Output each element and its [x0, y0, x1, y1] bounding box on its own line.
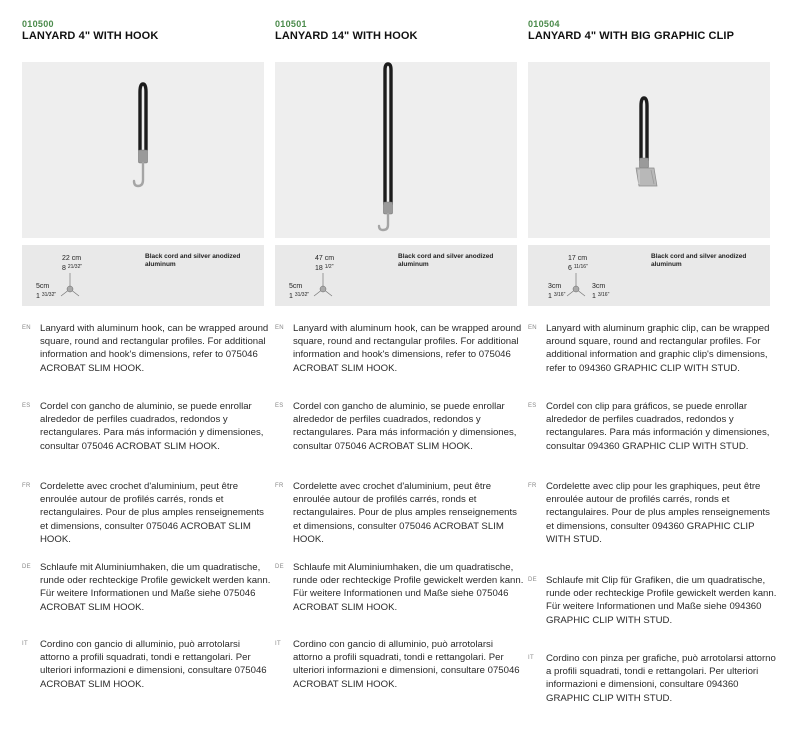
depth-in-label: 1 $^{3/16"}$ [592, 292, 610, 300]
finish-label: Black cord and silver anodized aluminum [398, 253, 494, 268]
product-photo [275, 62, 517, 238]
lang-code: IT [528, 655, 534, 661]
lang-code: EN [528, 325, 537, 331]
depth-cm-label: 3cm [592, 283, 606, 290]
width-in-label: 1 $^{31/32"}$ [36, 292, 57, 300]
lang-code: IT [275, 641, 281, 647]
finish-label: Black cord and silver anodized aluminum [145, 253, 241, 268]
height-cm-label: 47 cm [315, 255, 335, 262]
lang-code: EN [275, 325, 284, 331]
lang-code: DE [528, 577, 537, 583]
description-text: Schlaufe mit Aluminiumhaken, die um quadratische, runde oder rechteckige Profile gewickelt werden kann. Für weitere Informationen und Maße siehe 075046 ACROBAT SLIM HOOK. [293, 562, 524, 613]
description-text: Schlaufe mit Clip für Grafiken, die um quadratische, runde oder rechteckige Profile gewickelt werden kann. Für weitere Informationen und Maße siehe 094360 GRAPHIC CLIP WITH STUD. [546, 575, 777, 626]
description-text: Schlaufe mit Aluminiumhaken, die um quadratische, runde oder rechteckige Profile gewickelt werden kann. Für weitere Informationen und Maße siehe 075046 ACROBAT SLIM HOOK. [40, 562, 271, 613]
description-text: Cordelette avec crochet d'aluminium, peut être enroulée autour de profilés carrés, ronds et rectangulaires. Pour de plus amples renseignements et dimensions, consulter 075046 ACROBAT SLIM HOOK. [40, 481, 264, 545]
lang-code: DE [275, 564, 284, 570]
lang-code: FR [528, 483, 537, 489]
description-text: Cordel con gancho de aluminio, se puede enrollar alrededor de perfiles cuadrados, redondos y rectangulares. Para más información y dimensiones, consultar 075046 ACROBAT SLIM HOOK. [293, 401, 517, 452]
lang-code: EN [22, 325, 31, 331]
height-in-label: 18 $^{1/2"}$ [315, 264, 334, 272]
width-in-label: 1 $^{31/32"}$ [289, 292, 310, 300]
lang-code: ES [22, 403, 31, 409]
description-text: Cordel con gancho de aluminio, se puede enrollar alrededor de perfiles cuadrados, redondos y rectangulares. Para más información y dimensiones, consultar 075046 ACROBAT SLIM HOOK. [40, 401, 264, 452]
finish-label: Black cord and silver anodized aluminum [651, 253, 747, 268]
description-text: Cordino con gancio di alluminio, può arrotolarsi attorno a profili squadrati, tondi e rettangolari. Per ulteriori informazioni e dimensioni, consultare 075046 ACROBAT SLIM HOOK. [293, 639, 520, 690]
height-cm-label: 17 cm [568, 255, 588, 262]
description-text: Lanyard with aluminum hook, can be wrapped around square, round and rectangular profiles. For additional information and hook's dimensions, refer to 075046 ACROBAT SLIM HOOK. [40, 323, 269, 374]
width-in-label: 1 $^{3/16"}$ [548, 292, 566, 300]
height-in-label: 6 $^{11/16"}$ [568, 264, 588, 272]
product-code: 010504 [528, 19, 560, 29]
height-cm-label: 22 cm [62, 255, 82, 262]
description-text: Cordelette avec clip pour les graphiques, peut être enroulée autour de profilés carrés, ronds et rectangulaires. Pour de plus amples renseignements et dimensions, consulter 094360 GRAPHIC CLIP WITH STUD. [546, 481, 770, 545]
product-code: 010501 [275, 19, 307, 29]
lang-code: IT [22, 641, 28, 647]
dimensions-panel [528, 245, 770, 306]
product-title: LANYARD 4" WITH HOOK [22, 30, 159, 42]
width-cm-label: 3cm [548, 283, 562, 290]
lang-code: FR [275, 483, 284, 489]
height-in-label: 8 $^{21/32"}$ [62, 264, 83, 272]
lang-code: DE [22, 564, 31, 570]
product-title: LANYARD 14" WITH HOOK [275, 30, 418, 42]
description-text: Lanyard with aluminum graphic clip, can be wrapped around square, round and rectangular profiles. For additional information and graphic clip's dimensions, refer to 094360 GRAPHIC CLIP WITH STUD. [546, 323, 770, 374]
description-text: Cordelette avec crochet d'aluminium, peut être enroulée autour de profilés carrés, ronds et rectangulaires. Pour de plus amples renseignements et dimensions, consulter 075046 ACROBAT SLIM HOOK. [293, 481, 517, 545]
product-code: 010500 [22, 19, 54, 29]
product-title: LANYARD 4" WITH BIG GRAPHIC CLIP [528, 30, 735, 42]
description-text: Cordino con gancio di alluminio, può arrotolarsi attorno a profili squadrati, tondi e rettangolari. Per ulteriori informazioni e dimensioni, consultare 075046 ACROBAT SLIM HOOK. [40, 639, 267, 690]
lang-code: ES [528, 403, 537, 409]
dimensions-panel [275, 245, 517, 306]
description-text: Lanyard with aluminum hook, can be wrapped around square, round and rectangular profiles. For additional information and hook's dimensions, refer to 075046 ACROBAT SLIM HOOK. [293, 323, 522, 374]
description-text: Cordel con clip para gráficos, se puede enrollar alrededor de perfiles cuadrados, redondos y rectangulares. Para más información y dimensiones, consultar 094360 GRAPHIC CLIP WITH STUD. [546, 401, 770, 452]
width-cm-label: 5cm [36, 283, 50, 290]
dimensions-panel [22, 245, 264, 306]
lang-code: ES [275, 403, 284, 409]
description-text: Cordino con pinza per grafiche, può arrotolarsi attorno a profili squadrati, tondi e rettangolari. Per ulteriori informazioni e dimensioni, consultare 094360 GRAPHIC CLIP WITH STUD. [546, 653, 776, 704]
lang-code: FR [22, 483, 31, 489]
product-photo [22, 62, 264, 238]
product-photo [528, 62, 770, 238]
width-cm-label: 5cm [289, 283, 303, 290]
